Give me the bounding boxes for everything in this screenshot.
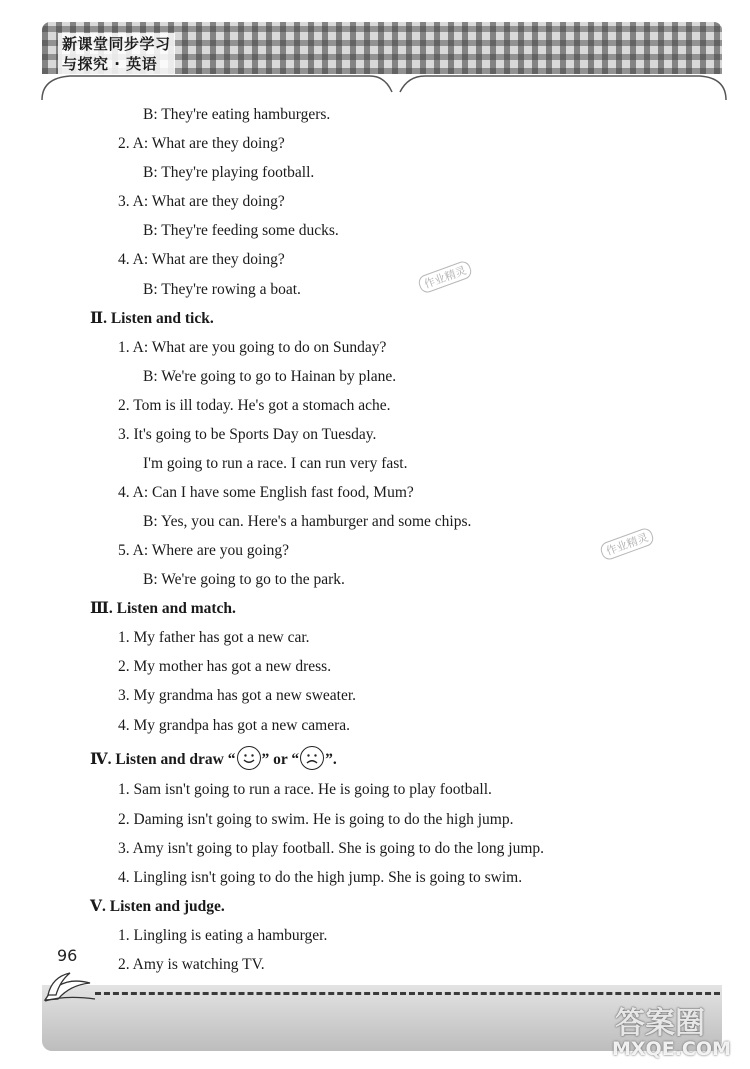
list-item: 4. My grandpa has got a new camera. [118,717,350,734]
section-heading-listen-and-draw [90,746,337,770]
dialogue-line: 4. A: Can I have some English fast food, Mum? [118,484,414,501]
dialogue-line: 2. Tom is ill today. He's got a stomach ache. [118,397,391,414]
dialogue-line: B: They're rowing a boat. [143,281,301,298]
watermark-stamp: 作业精灵 [417,259,474,294]
section-heading-listen-and-judge: Ⅴ. Listen and judge. [90,898,225,915]
footer-dashed-line [95,992,720,995]
dialogue-line: B: We're going to go to the park. [143,571,345,588]
book-title-line1: 新课堂同步学习 [62,35,171,53]
section-heading-listen-and-match: Ⅲ. Listen and match. [90,600,236,617]
sad-face-icon [300,746,324,770]
list-item: 2. Amy is watching TV. [118,956,265,973]
dialogue-line: 5. A: Where are you going? [118,542,290,559]
dialogue-line: 4. A: What are they doing? [118,251,285,268]
site-logo-domain: MXQE.COM [612,1038,731,1060]
header-curve-decoration [40,70,730,110]
list-item: 2. My mother has got a new dress. [118,658,332,675]
site-logo-watermark: 答案圈 [615,1006,705,1041]
book-title [58,33,175,75]
dialogue-line: B: They're playing football. [143,164,315,181]
dialogue-line: 2. A: What are they doing? [118,135,285,152]
dialogue-line: B: Yes, you can. Here's a hamburger and some chips. [143,513,472,530]
dialogue-line: 3. It's going to be Sports Day on Tuesday. [118,426,377,443]
page-number: 96 [57,946,78,965]
heading-text: ” or “ [261,751,300,768]
dialogue-line: 1. A: What are you going to do on Sunday? [118,339,387,356]
smiley-face-icon [237,746,261,770]
watermark-stamp: 作业精灵 [599,526,656,561]
dialogue-line: 3. A: What are they doing? [118,193,285,210]
list-item: 3. My grandma has got a new sweater. [118,687,357,704]
dialogue-line: B: They're eating hamburgers. [143,106,331,123]
dialogue-line: I'm going to run a race. I can run very fast. [143,455,408,472]
list-item: 1. My father has got a new car. [118,629,310,646]
section-heading-listen-and-tick: Ⅱ. Listen and tick. [90,310,214,327]
dialogue-line: B: We're going to go to Hainan by plane. [143,368,397,385]
list-item: 1. Sam isn't going to run a race. He is going to play football. [118,781,492,798]
heading-text: Ⅳ. Listen and draw “ [90,751,236,768]
list-item: 3. Amy isn't going to play football. She is going to do the long jump. [118,840,545,857]
list-item: 4. Lingling isn't going to do the high jump. She is going to swim. [118,869,523,886]
dialogue-line: B: They're feeding some ducks. [143,222,339,239]
list-item: 2. Daming isn't going to swim. He is going to do the high jump. [118,811,514,828]
heading-text: ”. [325,751,337,768]
book-title-line2: 与探究 · 英语 [62,55,158,73]
list-item: 1. Lingling is eating a hamburger. [118,927,328,944]
